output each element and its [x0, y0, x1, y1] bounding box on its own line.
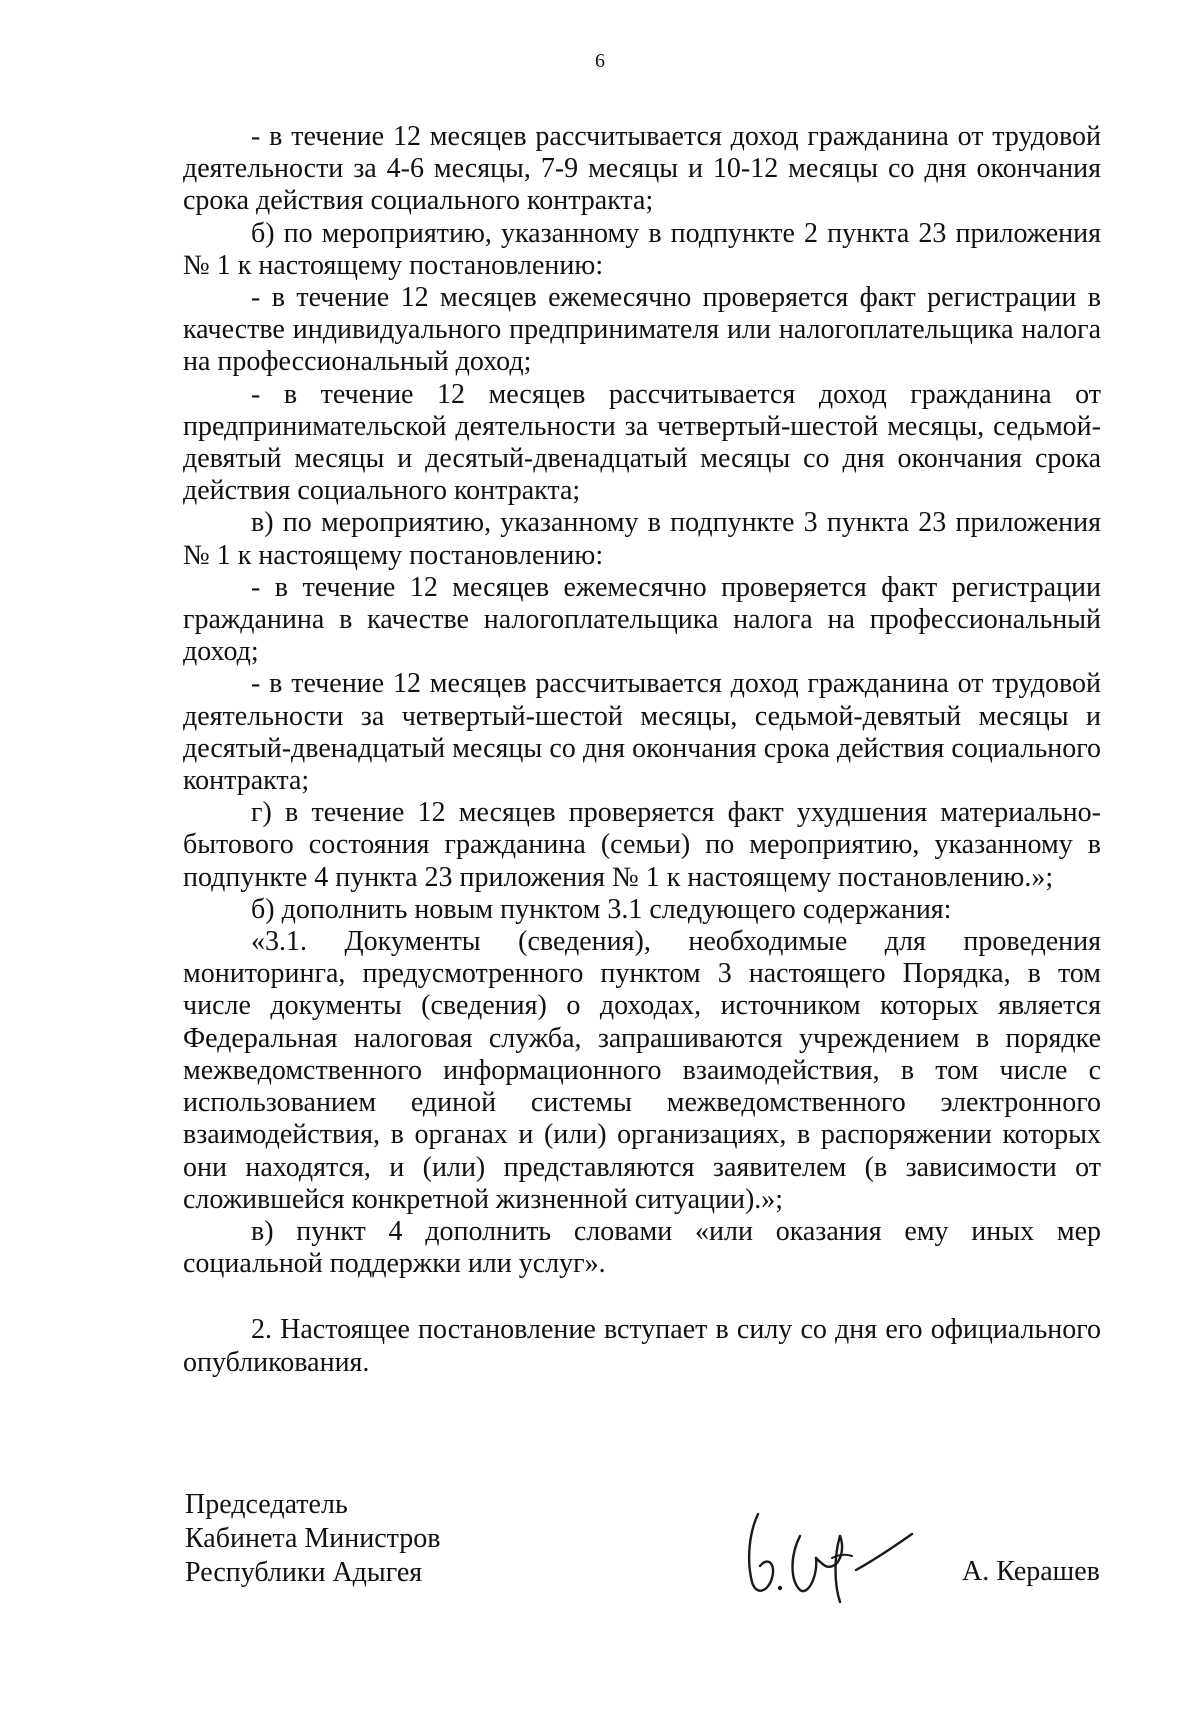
paragraph: б) дополнить новым пунктом 3.1 следующего содержания: — [251, 893, 952, 925]
handwritten-signature — [728, 1496, 918, 1606]
paragraph: - в течение 12 месяцев рассчитывается доход гражданина от трудовой деятельности за четвертый-шестой месяцы, седьмой-девятый месяцы и десятый-двенадцатый месяцы со дня окончания срока действия социального контракта; — [183, 668, 1101, 797]
position-line: Кабинета Министров — [185, 1523, 441, 1554]
position-line: Республики Адыгея — [185, 1557, 423, 1588]
paragraph: в) пункт 4 дополнить словами «или оказания ему иных мер социальной поддержки или услуг». — [183, 1215, 1101, 1280]
paragraph: - в течение 12 месяцев рассчитывается доход гражданина от трудовой деятельности за 4-6 месяцы, 7-9 месяцы и 10-12 месяцы со дня окончания срока действия социального контракта; — [183, 121, 1101, 217]
paragraph: - в течение 12 месяцев ежемесячно проверяется факт регистрации гражданина в качестве налогоплательщика налога на профессиональный доход; — [183, 571, 1101, 668]
page-number: 6 — [595, 50, 605, 72]
paragraph: г) в течение 12 месяцев проверяется факт ухудшения материально-бытового состояния гражданина (семьи) по мероприятию, указанному в подпункте 4 пункта 23 приложения № 1 к настоящему постановлению.»; — [183, 797, 1101, 893]
paragraph: «3.1. Документы (сведения), необходимые для проведения мониторинга, предусмотренного пунктом 3 настоящего Порядка, в том числе документы (сведения) о доходах, источником которых является Федеральная налоговая служба, запрашиваются учреждением в порядке межведомственного информационного взаимодействия, в том числе с использованием единой системы межведомственного электронного взаимодействия, в органах и (или) организациях, в распоряжении которых они находятся, и (или) представляются заявителем (в зависимости от сложившейся конкретной жизненной ситуации).»; — [183, 926, 1101, 1215]
signatory-name: А. Керашев — [962, 1556, 1100, 1587]
signatory-position — [185, 1488, 440, 1590]
document-body — [183, 121, 1101, 1379]
paragraph: в) по мероприятию, указанному в подпункте 3 пункта 23 приложения № 1 к настоящему постановлению: — [183, 507, 1101, 571]
paragraph: - в течение 12 месяцев рассчитывается доход гражданина от предпринимательской деятельности за четвертый-шестой месяцы, седьмой-девятый месяцы и десятый-двенадцатый месяцы со дня окончания срока действия социального контракта; — [183, 378, 1101, 507]
paragraph: - в течение 12 месяцев ежемесячно проверяется факт регистрации в качестве индивидуального предпринимателя или налогоплательщика налога на профессиональный доход; — [183, 282, 1101, 378]
position-line: Председатель — [185, 1489, 348, 1520]
paragraph-effective-date: 2. Настоящее постановление вступает в силу со дня его официального опубликования. — [183, 1314, 1101, 1378]
paragraph: б) по мероприятию, указанному в подпункте 2 пункта 23 приложения № 1 к настоящему постановлению: — [183, 217, 1101, 281]
